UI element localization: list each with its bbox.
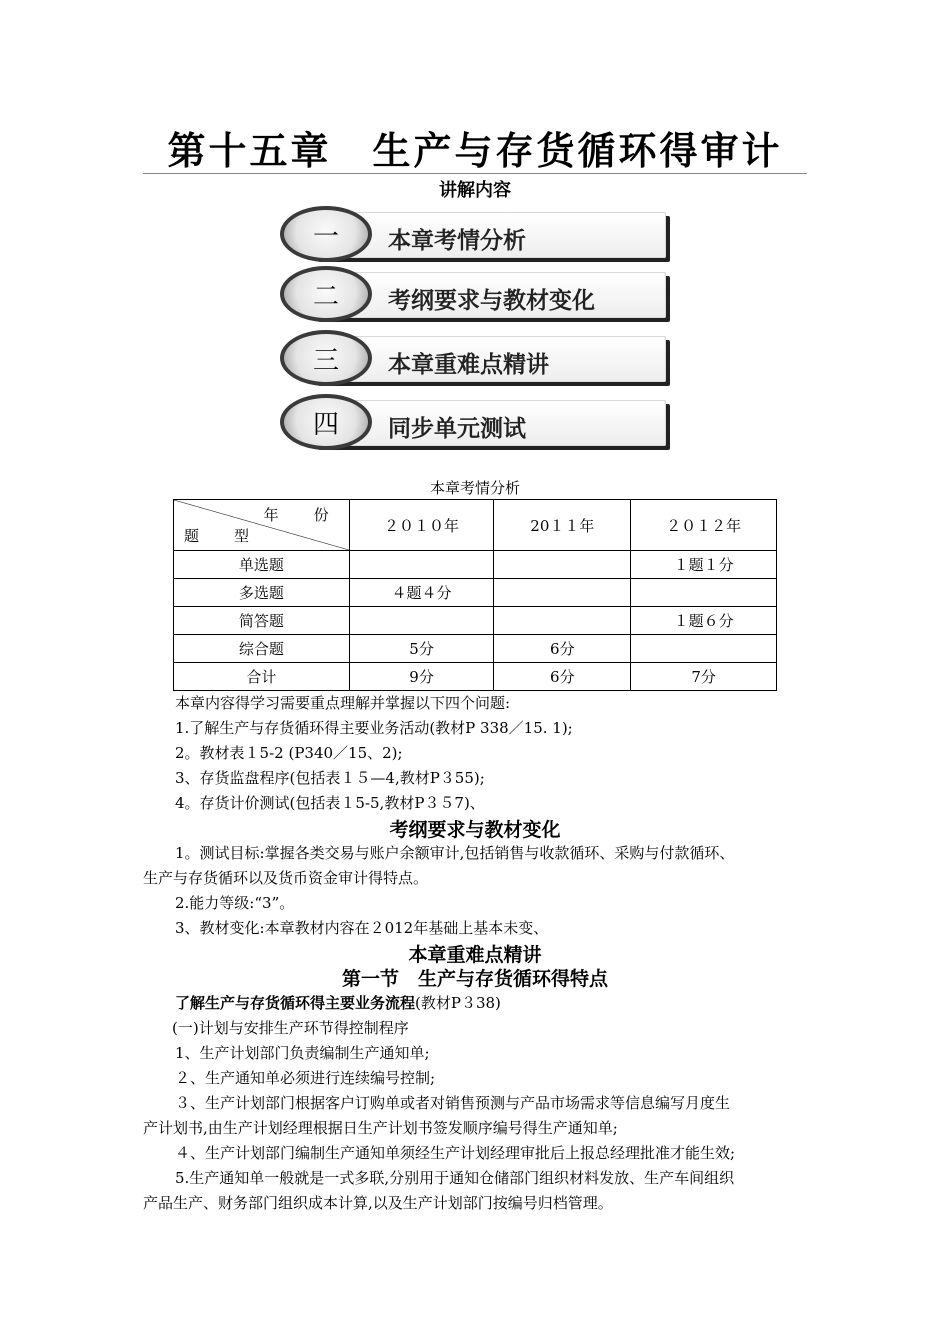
- intro-item: 3、存货监盘程序(包括表１５—4,教材P３55);: [175, 769, 485, 787]
- menu-item-1[interactable]: [280, 206, 675, 266]
- table-row: [174, 551, 777, 579]
- intro-lead: 本章内容得学习需要重点理解并掌握以下四个问题:: [175, 694, 511, 712]
- body-line: ３、生产计划部门根据客户订购单或者对销售预测与产品市场需求等信息编写月度生: [175, 1094, 731, 1112]
- body-line: 5.生产通知单一般就是一式多联,分别用于通知仓储部门组织材料发放、生产车间组织: [175, 1169, 735, 1187]
- table-row: [174, 607, 777, 635]
- table-cell: [494, 579, 631, 607]
- table-cell: [349, 551, 494, 579]
- table-row: [174, 663, 777, 691]
- exam-stats-table: [173, 499, 777, 691]
- flow-heading-bold: 了解生产与存货循环得主要业务流程: [175, 994, 416, 1012]
- menu-item-label: 本章考情分析: [388, 228, 526, 254]
- body-line-cont: 产品生产、财务部门组织成本计算,以及生产计划部门按编号归档管理。: [143, 1194, 613, 1212]
- table-cell: [631, 579, 777, 607]
- table-header-row: [174, 500, 777, 551]
- exam-paragraph: 2.能力等级:“3”。: [175, 894, 295, 912]
- table-cell: ４题４分: [349, 579, 494, 607]
- corner-year-label: 年 份: [263, 506, 339, 524]
- year-header: ２０１２年: [631, 500, 777, 551]
- section-heading-key: 本章重难点精讲: [408, 944, 542, 966]
- exam-paragraph: 1。测试目标:掌握各类交易与账户余额审计,包括销售与收款循环、采购与付款循环、: [175, 844, 735, 862]
- flow-heading-ref: (教材P３38): [415, 994, 501, 1012]
- table-cell: １题１分: [631, 551, 777, 579]
- table-cell: 6分: [494, 635, 631, 663]
- menu-number-badge: 二: [280, 266, 372, 322]
- menu-number-badge: 一: [280, 206, 372, 262]
- menu-item-label: 本章重难点精讲: [388, 352, 549, 378]
- section-heading-exam: 考纲要求与教材变化: [389, 819, 561, 841]
- table-cell: [494, 551, 631, 579]
- flow-heading: [175, 993, 501, 1013]
- menu-item-label: 同步单元测试: [388, 416, 526, 442]
- intro-item: 4。存货计价测试(包括表１5-5,教材P３５7)、: [175, 794, 485, 812]
- year-header: 20１１年: [494, 500, 631, 551]
- title-divider: [143, 173, 807, 174]
- corner-type-label: 题 型: [184, 527, 260, 545]
- table-cell: 5分: [349, 635, 494, 663]
- table-cell: [349, 607, 494, 635]
- intro-item: 2。教材表１5-2 (P340／15、2);: [175, 744, 403, 762]
- body-line: ４、生产计划部门编制生产通知单须经生产计划经理审批后上报总经理批准才能生效;: [175, 1144, 736, 1162]
- body-line: ２、生产通知单必须进行连续编号控制;: [175, 1069, 436, 1087]
- exam-paragraph: 3、教材变化:本章教材内容在２012年基础上基本未变、: [175, 919, 549, 937]
- question-type-cell: 合计: [174, 663, 350, 691]
- page-title: 第十五章 生产与存货循环得审计: [167, 129, 783, 173]
- question-type-cell: 多选题: [174, 579, 350, 607]
- table-cell: 6分: [494, 663, 631, 691]
- contents-subtitle: 讲解内容: [439, 180, 511, 201]
- table-cell: [494, 607, 631, 635]
- table-caption: 本章考情分析: [429, 479, 520, 497]
- table-row: [174, 635, 777, 663]
- table-row: [174, 579, 777, 607]
- intro-item: 1.了解生产与存货循环得主要业务活动(教材P 338／15. 1);: [175, 719, 573, 737]
- table-cell: [631, 635, 777, 663]
- body-line-cont: 产计划书,由生产计划经理根据日生产计划书签发顺序编号得生产通知单;: [143, 1119, 618, 1137]
- menu-number-badge: 四: [280, 394, 372, 450]
- menu-item-4[interactable]: [280, 394, 675, 454]
- body-line: 1、生产计划部门负责编制生产通知单;: [175, 1044, 430, 1062]
- exam-paragraph-cont: 生产与存货循环以及货币资金审计得特点。: [143, 869, 429, 887]
- menu-item-label: 考纲要求与教材变化: [388, 288, 595, 314]
- year-header: ２０１０年: [349, 500, 494, 551]
- table-cell: 7分: [631, 663, 777, 691]
- table-corner-cell: [174, 500, 350, 551]
- question-type-cell: 综合题: [174, 635, 350, 663]
- table-cell: 9分: [349, 663, 494, 691]
- sub-heading: (一)计划与安排生产环节得控制程序: [172, 1019, 409, 1037]
- question-type-cell: 简答题: [174, 607, 350, 635]
- table-cell: １题６分: [631, 607, 777, 635]
- menu-number-badge: 三: [280, 330, 372, 386]
- menu-item-2[interactable]: [280, 266, 675, 326]
- section-subheading: 第一节 生产与存货循环得特点: [341, 968, 608, 990]
- question-type-cell: 单选题: [174, 551, 350, 579]
- menu-item-3[interactable]: [280, 330, 675, 390]
